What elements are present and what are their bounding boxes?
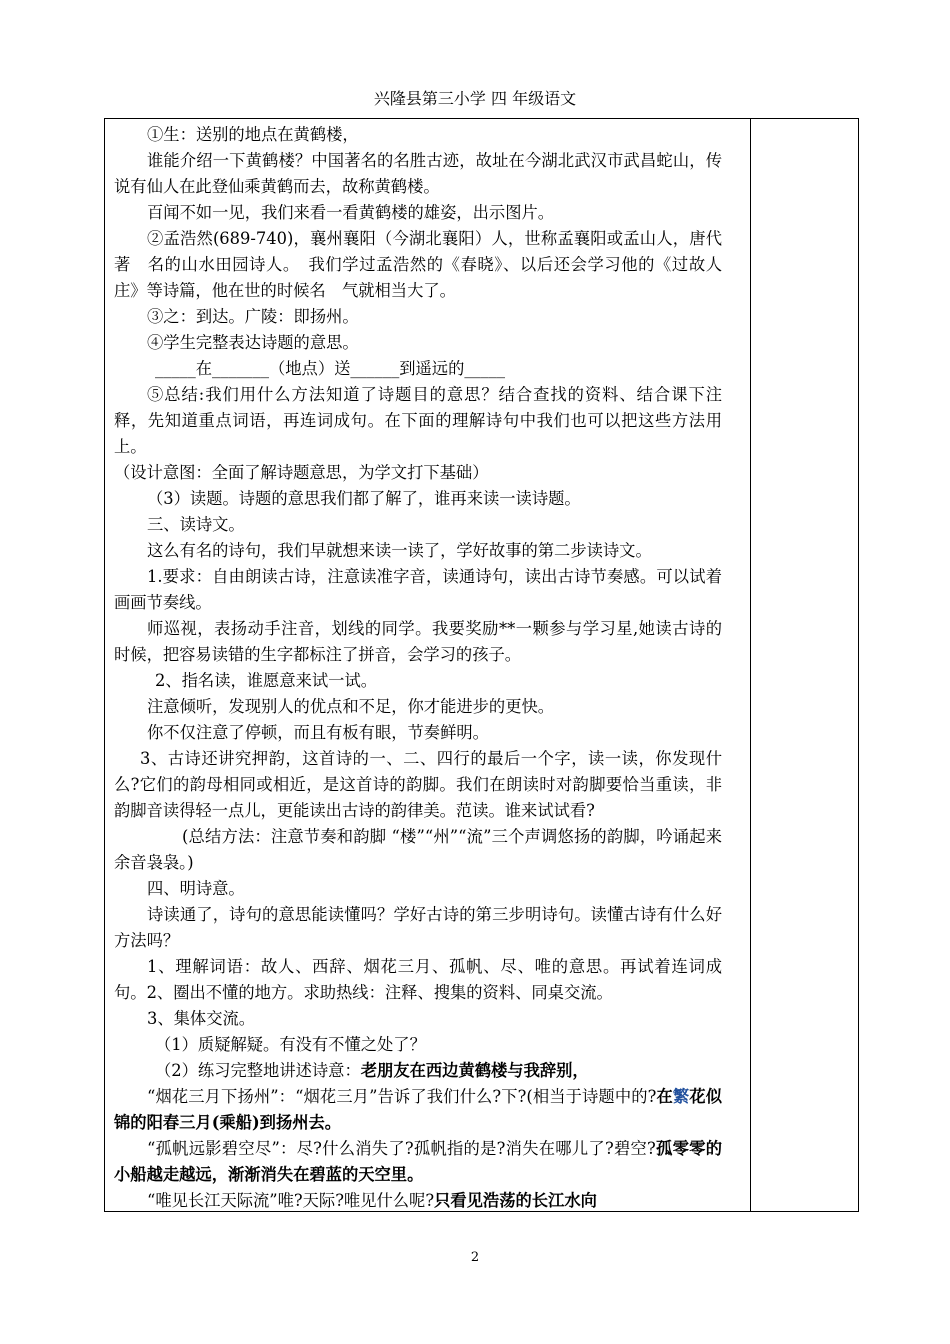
answer-text: 花似锦的阳春三月(乘船)到扬州去。: [114, 1087, 722, 1132]
paragraph: 1、理解词语：故人、西辞、烟花三月、孤帆、尽、唯的意思。再试着连词成句。2、圈出不懂的地方。求助热线：注释、搜集的资料、同桌交流。: [114, 957, 722, 1002]
paragraph: 1.要求：自由朗读古诗，注意读准字音，读通诗句，读出古诗节奏感。可以试着画画节奏线。: [114, 567, 722, 612]
paragraph: [114, 1188, 722, 1214]
design-intent: （设计意图：全面了解诗题意思，为学文打下基础）: [114, 463, 489, 482]
page-header: 兴隆县第三小学 四 年级语文: [373, 89, 577, 108]
answer-text: 只看见浩荡的长江水向: [434, 1191, 597, 1210]
fill-in-blank: _____在_______（地点）送______到遥远的_____: [155, 359, 506, 378]
section-heading: 三、读诗文。: [147, 515, 245, 534]
paragraph-text: “孤帆远影碧空尽”：尽?什么消失了?孤帆指的是?消失在哪儿了?碧空?: [147, 1139, 656, 1158]
paragraph: ②孟浩然(689-740)，襄州襄阳（今湖北襄阳）人，世称孟襄阳或孟山人，唐代著 名的山水田园诗人。 我们学过孟浩然的《春晓》、以后还会学习他的《过故人庄》等诗篇，他在世的时候名 气就相当大了。: [114, 229, 722, 300]
paragraph: 你不仅注意了停顿，而且有板有眼，节奏鲜明。: [147, 723, 489, 742]
lesson-table: [104, 118, 859, 1212]
answer-text: 孤零零的小船越走越远，渐渐消失在碧蓝的天空里。: [114, 1139, 722, 1184]
paragraph: （1）质疑解疑。有没有不懂之处了？: [155, 1035, 426, 1054]
method-summary: (总结方法：注意节奏和韵脚 “楼”“州”“流”三个声调悠扬的韵脚，吟诵起来余音袅袅。): [114, 827, 722, 872]
lesson-content: [114, 122, 722, 1214]
paragraph: [114, 1084, 722, 1136]
paragraph: 2、指名读，谁愿意来试一试。: [155, 671, 378, 690]
paragraph: 3、古诗还讲究押韵，这首诗的一、二、四行的最后一个字，读一读，你发现什么?它们的韵母相同或相近，是这首诗的韵脚。我们在朗读时对韵脚要恰当重读，非韵脚音读得轻一点儿，更能读出古诗的韵律美。范读。谁来试试看?: [114, 749, 722, 820]
paragraph: [114, 1136, 722, 1188]
paragraph: 师巡视，表扬动手注音，划线的同学。我要奖励**一颗参与学习星,她读古诗的时候，把容易读错的生字都标注了拼音，会学习的孩子。: [114, 619, 722, 664]
answer-text: 在: [656, 1087, 673, 1106]
paragraph: ④学生完整表达诗题的意思。: [147, 333, 359, 352]
paragraph-text: “唯见长江天际流”唯?天际?唯见什么呢?: [147, 1191, 435, 1210]
paragraph: 这么有名的诗句，我们早就想来读一读了，学好故事的第二步读诗文。: [147, 541, 652, 560]
paragraph: ③之：到达。广陵：即扬州。: [147, 307, 359, 326]
highlighted-word: 繁: [672, 1087, 690, 1106]
paragraph-text: （2）练习完整地讲述诗意：: [155, 1061, 361, 1080]
paragraph: 谁能介绍一下黄鹤楼？中国著名的名胜古迹，故址在今湖北武汉市武昌蛇山，传说有仙人在此登仙乘黄鹤而去，故称黄鹤楼。: [114, 151, 722, 196]
paragraph: 3、集体交流。: [147, 1009, 256, 1028]
section-heading: 四、明诗意。: [147, 879, 245, 898]
column-divider: [750, 119, 751, 1211]
answer-text: 老朋友在西边黄鹤楼与我辞别，: [360, 1061, 589, 1080]
paragraph: （3）读题。诗题的意思我们都了解了，谁再来读一读诗题。: [147, 489, 581, 508]
paragraph-text: “烟花三月下扬州”：“烟花三月”告诉了我们什么?下?(相当于诗题中的?: [147, 1087, 657, 1106]
paragraph: 注意倾听，发现别人的优点和不足，你才能进步的更快。: [147, 697, 555, 716]
paragraph: 诗读通了，诗句的意思能读懂吗？学好古诗的第三步明诗句。读懂古诗有什么好方法吗？: [114, 905, 722, 950]
paragraph: ①生：送别的地点在黄鹤楼，: [147, 125, 359, 144]
page-number: 2: [470, 1250, 480, 1265]
paragraph: [114, 1058, 722, 1084]
paragraph: ⑤总结:我们用什么方法知道了诗题目的意思？结合查找的资料、结合课下注释，先知道重点词语，再连词成句。在下面的理解诗句中我们也可以把这些方法用上。: [114, 385, 722, 456]
paragraph: 百闻不如一见，我们来看一看黄鹤楼的雄姿，出示图片。: [147, 203, 555, 222]
